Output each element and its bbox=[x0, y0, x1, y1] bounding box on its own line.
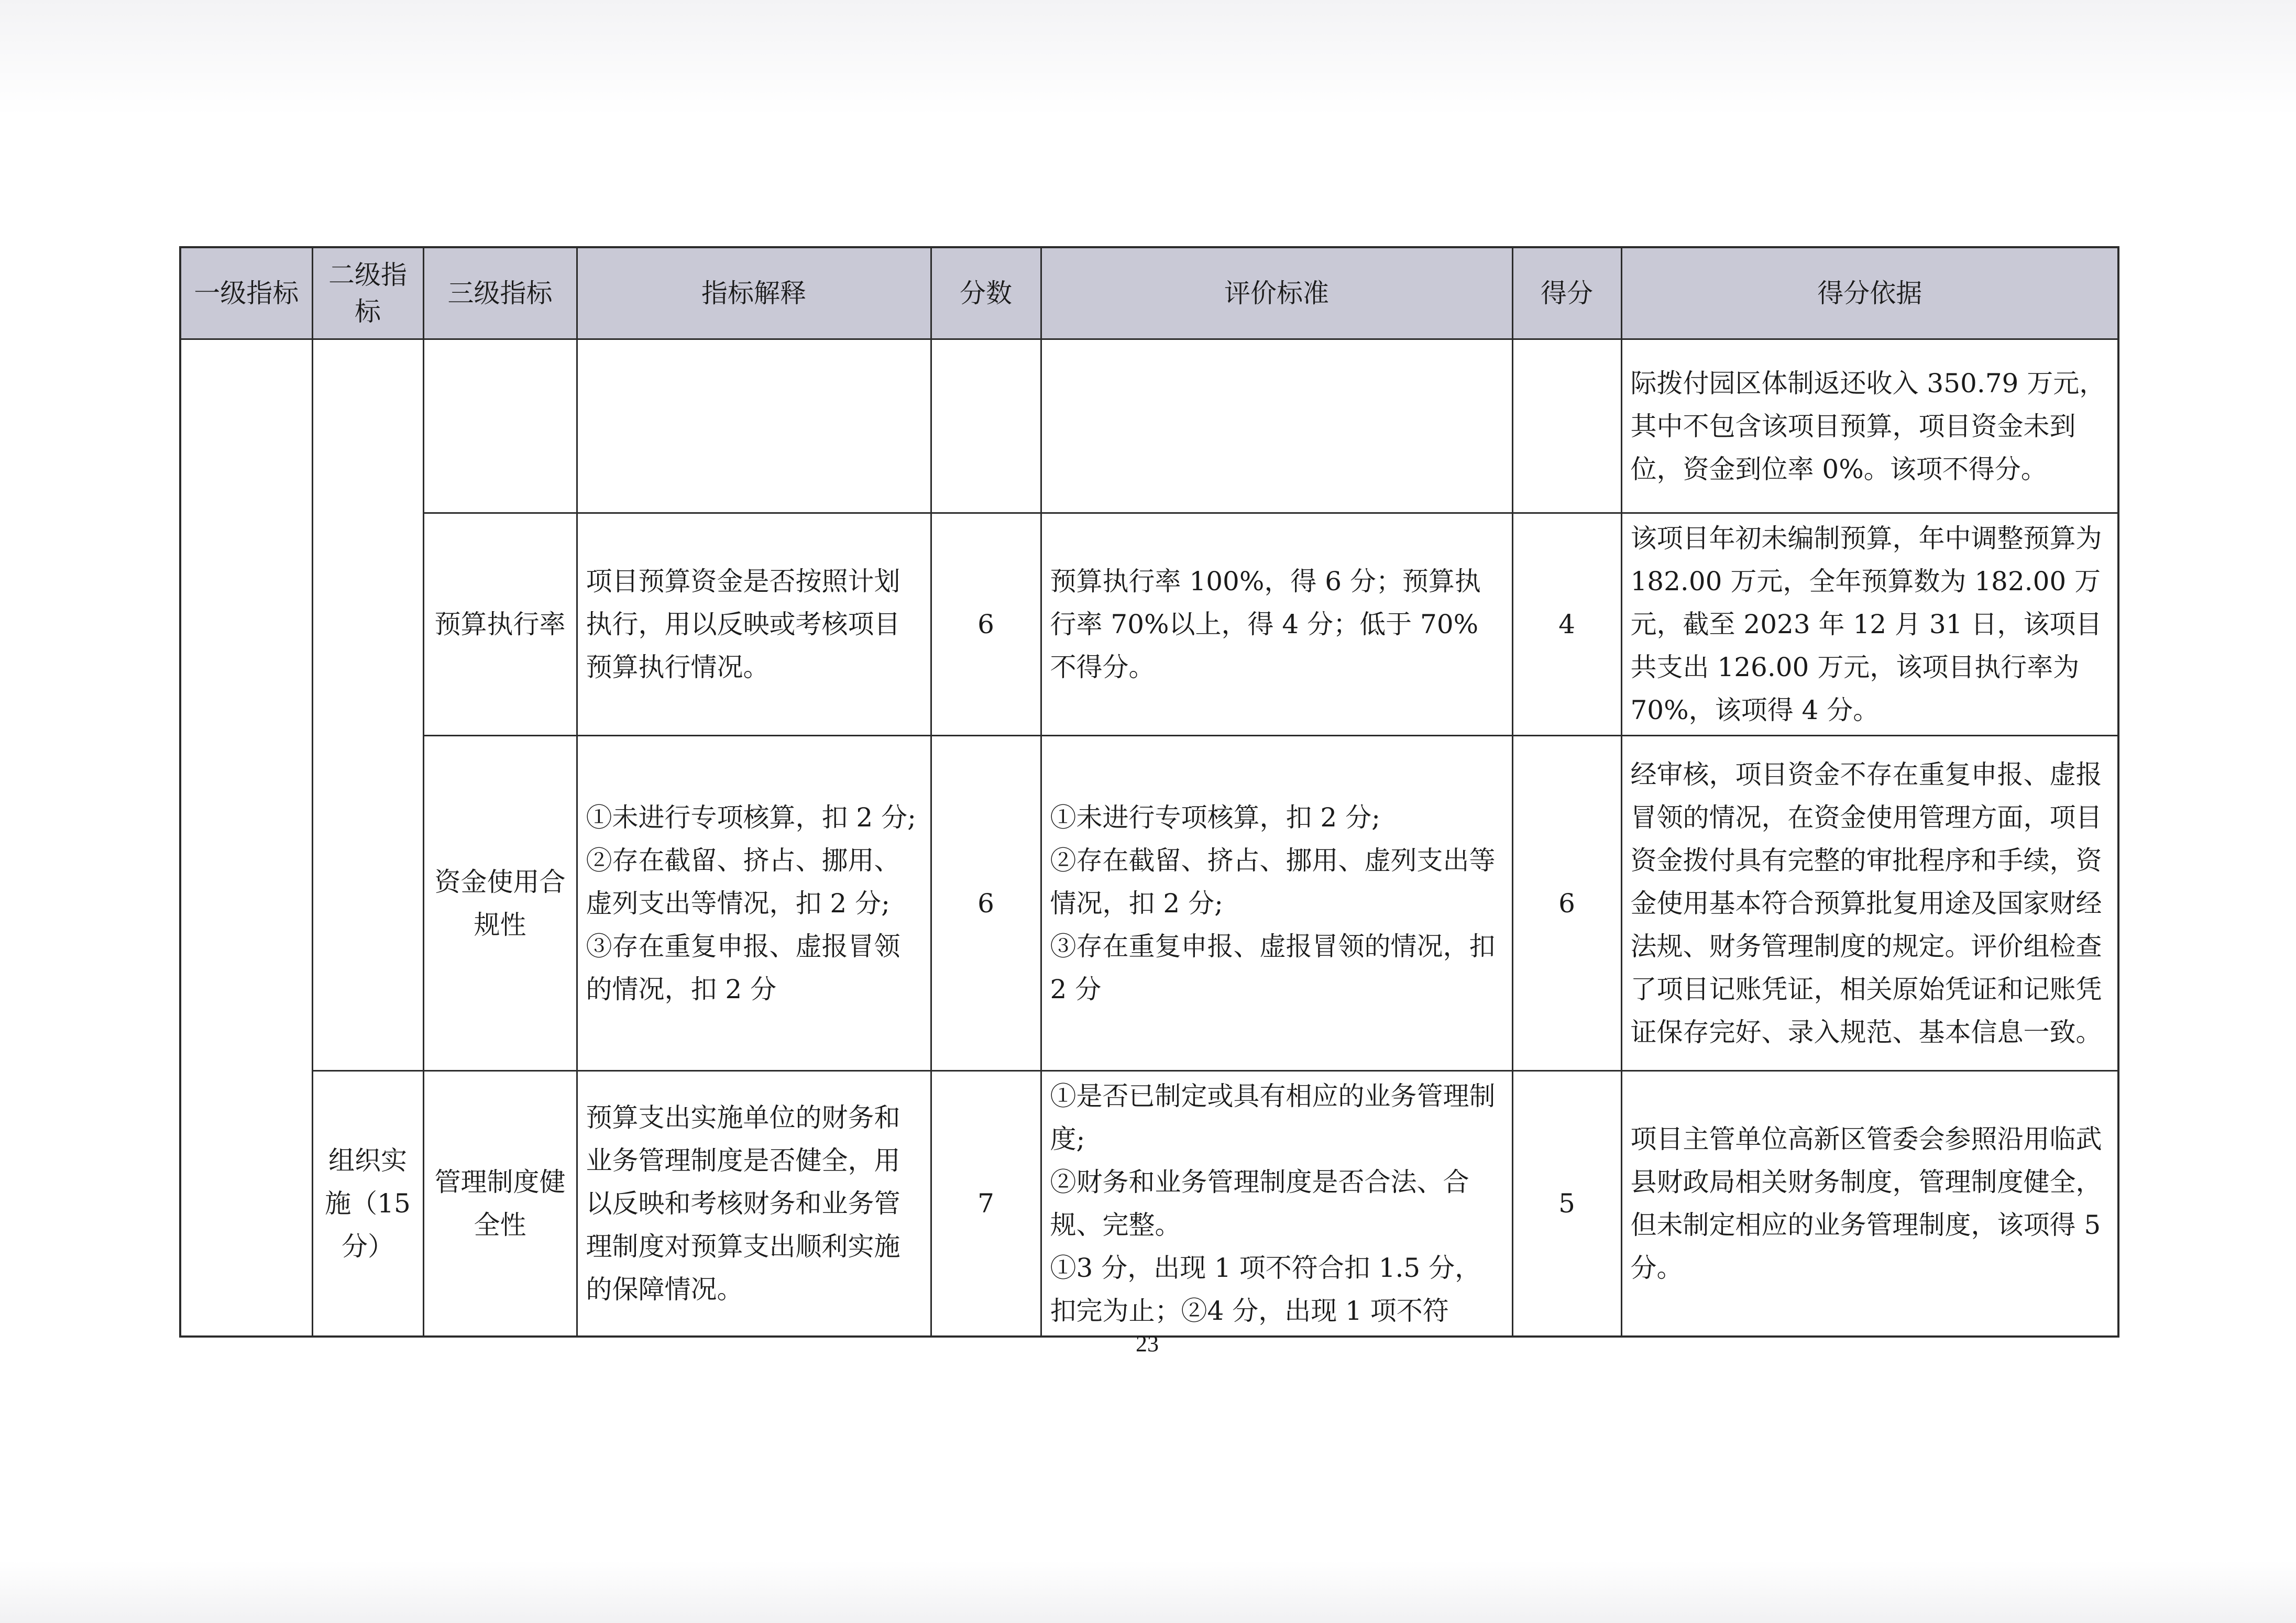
basis-cell: 际拨付园区体制返还收入 350.79 万元，其中不包含该项目预算，项目资金未到位，资金到位率 0%。该项不得分。 bbox=[1621, 339, 2118, 513]
header-score: 分数 bbox=[931, 247, 1041, 339]
score-cell: 6 bbox=[931, 736, 1041, 1071]
level3-cell bbox=[423, 339, 577, 513]
header-got: 得分 bbox=[1512, 247, 1621, 339]
level2-cell: 组织实施（15 分） bbox=[312, 1071, 423, 1337]
header-level1: 一级指标 bbox=[180, 247, 312, 339]
header-explanation: 指标解释 bbox=[577, 247, 931, 339]
score-cell: 6 bbox=[931, 513, 1041, 736]
explanation-cell: 预算支出实施单位的财务和业务管理制度是否健全，用以反映和考核财务和业务管理制度对预算支出顺利实施的保障情况。 bbox=[577, 1071, 931, 1337]
page-number: 23 bbox=[1136, 1331, 1159, 1356]
header-criteria: 评价标准 bbox=[1041, 247, 1512, 339]
criteria-cell bbox=[1041, 339, 1512, 513]
table-row bbox=[180, 736, 2118, 1071]
level2-cell bbox=[312, 339, 423, 1071]
explanation-cell: 项目预算资金是否按照计划执行，用以反映或考核项目预算执行情况。 bbox=[577, 513, 931, 736]
got-cell bbox=[1512, 339, 1621, 513]
got-cell: 6 bbox=[1512, 736, 1621, 1071]
criteria-cell: 预算执行率 100%，得 6 分；预算执行率 70%以上，得 4 分；低于 70%不得分。 bbox=[1041, 513, 1512, 736]
got-cell: 5 bbox=[1512, 1071, 1621, 1337]
basis-cell: 项目主管单位高新区管委会参照沿用临武县财政局相关财务制度，管理制度健全，但未制定相应的业务管理制度，该项得 5 分。 bbox=[1621, 1071, 2118, 1337]
table-header-row bbox=[180, 247, 2118, 339]
header-level3: 三级指标 bbox=[423, 247, 577, 339]
got-cell: 4 bbox=[1512, 513, 1621, 736]
criteria-cell: ①未进行专项核算，扣 2 分; ②存在截留、挤占、挪用、虚列支出等情况，扣 2 分; ③存在重复申报、虚报冒领的情况，扣 2 分 bbox=[1041, 736, 1512, 1071]
explanation-cell: ①未进行专项核算，扣 2 分; ②存在截留、挤占、挪用、虚列支出等情况，扣 2 分; ③存在重复申报、虚报冒领的情况，扣 2 分 bbox=[577, 736, 931, 1071]
explanation-cell bbox=[577, 339, 931, 513]
header-basis: 得分依据 bbox=[1621, 247, 2118, 339]
table-row bbox=[180, 513, 2118, 736]
score-cell: 7 bbox=[931, 1071, 1041, 1337]
table-row bbox=[180, 1071, 2118, 1337]
criteria-cell: ①是否已制定或具有相应的业务管理制度; ②财务和业务管理制度是否合法、合规、完整。 ①3 分，出现 1 项不符合扣 1.5 分，扣完为止；②4 分，出现 1 项不符 bbox=[1041, 1071, 1512, 1337]
level3-cell: 资金使用合规性 bbox=[423, 736, 577, 1071]
basis-cell: 该项目年初未编制预算，年中调整预算为 182.00 万元，全年预算数为 182.00 万元，截至 2023 年 12 月 31 日，该项目共支出 126.00 万元，该项目执行率为 70%，该项得 4 分。 bbox=[1621, 513, 2118, 736]
evaluation-table bbox=[179, 246, 2119, 1338]
score-cell bbox=[931, 339, 1041, 513]
header-level2: 二级指标 bbox=[312, 247, 423, 339]
level1-cell bbox=[180, 339, 312, 1337]
level3-cell: 预算执行率 bbox=[423, 513, 577, 736]
level3-cell: 管理制度健全性 bbox=[423, 1071, 577, 1337]
basis-cell: 经审核，项目资金不存在重复申报、虚报冒领的情况，在资金使用管理方面，项目资金拨付具有完整的审批程序和手续，资金使用基本符合预算批复用途及国家财经法规、财务管理制度的规定。评价组检查了项目记账凭证，相关原始凭证和记账凭证保存完好、录入规范、基本信息一致。 bbox=[1621, 736, 2118, 1071]
table-row bbox=[180, 339, 2118, 513]
